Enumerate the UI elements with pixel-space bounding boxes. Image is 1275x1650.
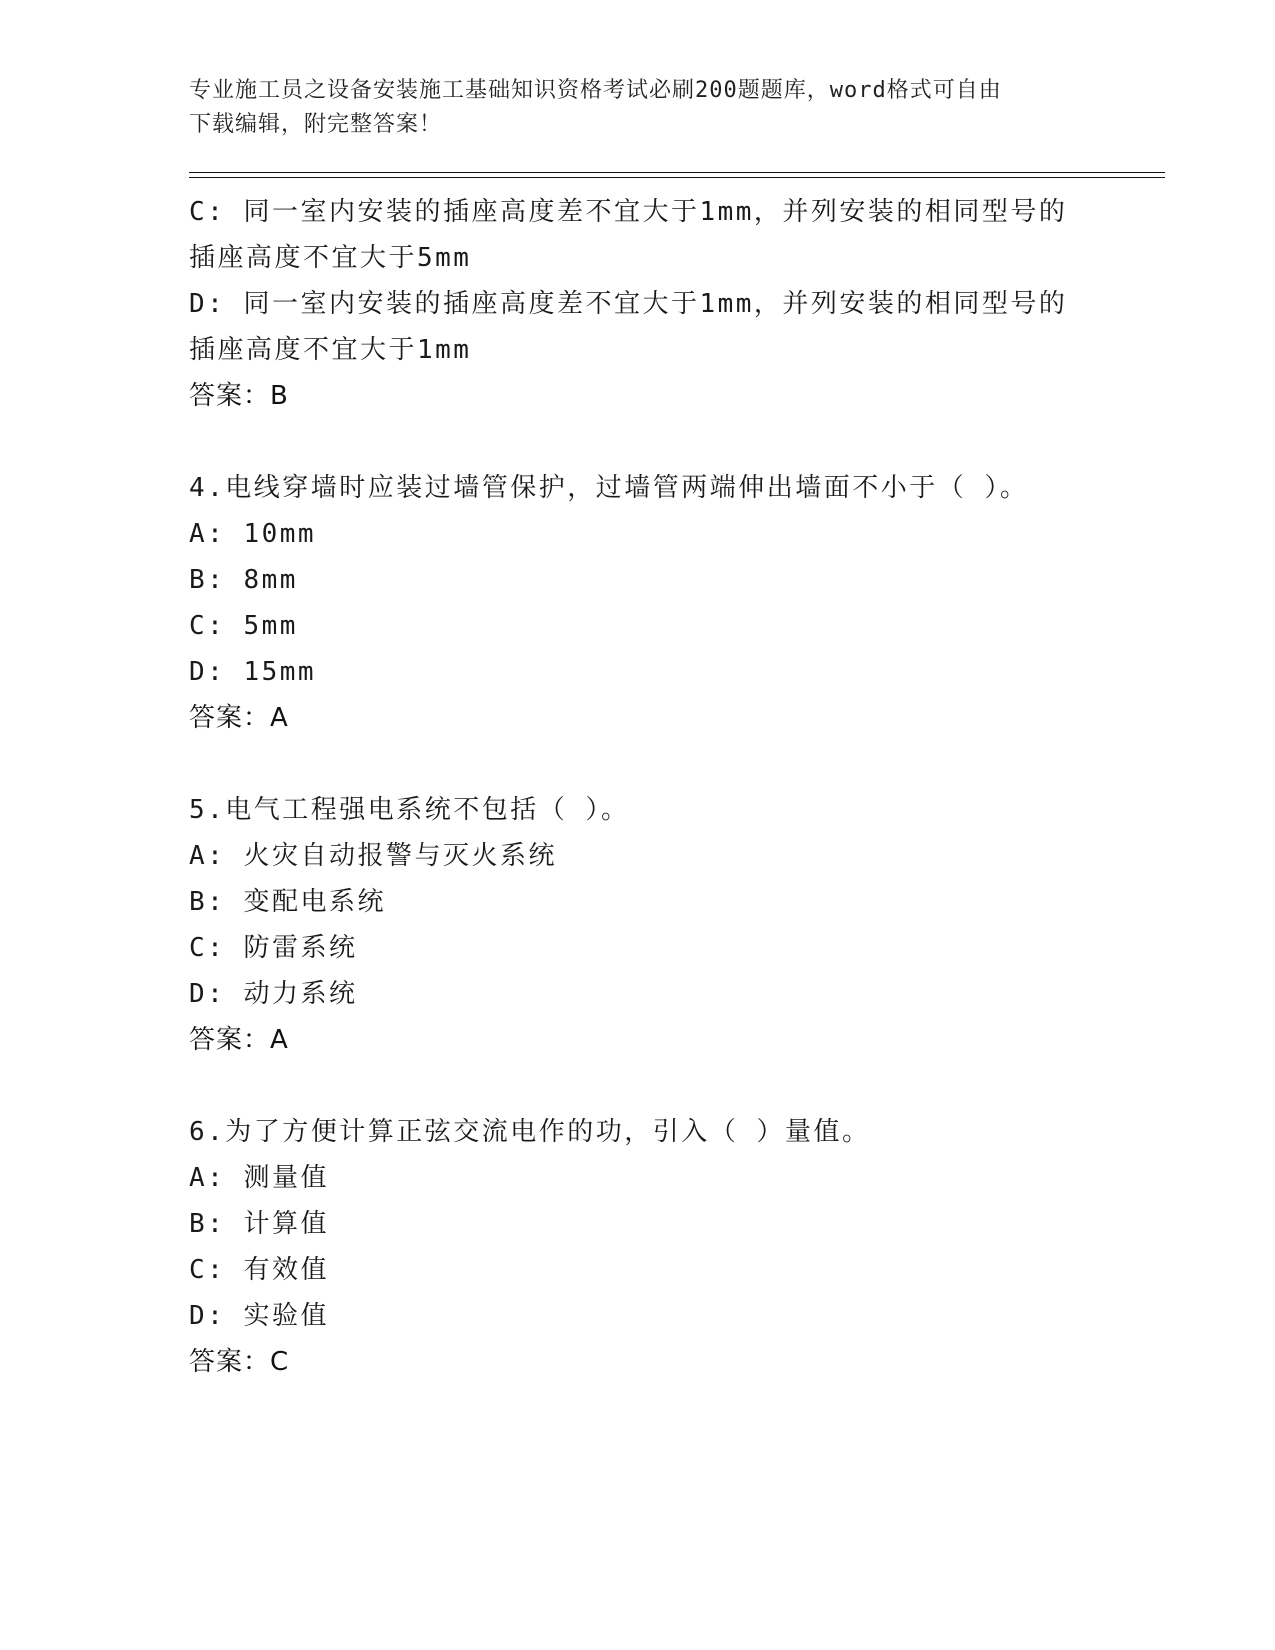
option-a: A: 测量值	[189, 1163, 329, 1193]
answer-label: 答案：B	[189, 381, 289, 411]
header-rule-top	[189, 172, 1165, 173]
question-6	[189, 1109, 1089, 1385]
question-list	[189, 189, 1089, 1385]
question-stem: 6.为了方便计算正弦交流电作的功，引入（ ）量值。	[189, 1117, 871, 1147]
option-d-line-2: 插座高度不宜大于1mm	[189, 335, 472, 365]
option-c: C: 5mm	[189, 611, 298, 641]
question-5	[189, 787, 1089, 1063]
option-d: D: 15mm	[189, 657, 317, 687]
option-b: B: 8mm	[189, 565, 298, 595]
option-c-line-2: 插座高度不宜大于5mm	[189, 243, 472, 273]
option-c: C: 防雷系统	[189, 933, 358, 963]
option-d: D: 实验值	[189, 1301, 329, 1331]
header-rule-bottom	[189, 177, 1165, 178]
option-a: A: 火灾自动报警与灭火系统	[189, 841, 557, 871]
question-stem: 5.电气工程强电系统不包括（ ）。	[189, 795, 630, 825]
spacer	[189, 741, 1089, 787]
header-title-line-2: 下载编辑，附完整答案！	[189, 112, 443, 137]
option-c-line-1: C: 同一室内安装的插座高度差不宜大于1mm，并列安装的相同型号的	[189, 197, 1068, 227]
spacer	[189, 1063, 1089, 1109]
answer-label: 答案：C	[189, 1347, 290, 1377]
option-b: B: 变配电系统	[189, 887, 386, 917]
option-c: C: 有效值	[189, 1255, 329, 1285]
option-a: A: 10mm	[189, 519, 317, 549]
answer-label: 答案：A	[189, 1025, 289, 1055]
option-d: D: 动力系统	[189, 979, 358, 1009]
header-title-line-1: 专业施工员之设备安装施工基础知识资格考试必刷200题题库，word格式可自由	[189, 78, 1002, 103]
question-4	[189, 465, 1089, 741]
document-header	[189, 74, 1069, 142]
answer-label: 答案：A	[189, 703, 289, 733]
question-stem: 4.电线穿墙时应装过墙管保护，过墙管两端伸出墙面不小于（ ）。	[189, 473, 1029, 503]
option-b: B: 计算值	[189, 1209, 329, 1239]
option-d-line-1: D: 同一室内安装的插座高度差不宜大于1mm，并列安装的相同型号的	[189, 289, 1068, 319]
spacer	[189, 419, 1089, 465]
question-3-continued	[189, 189, 1089, 419]
